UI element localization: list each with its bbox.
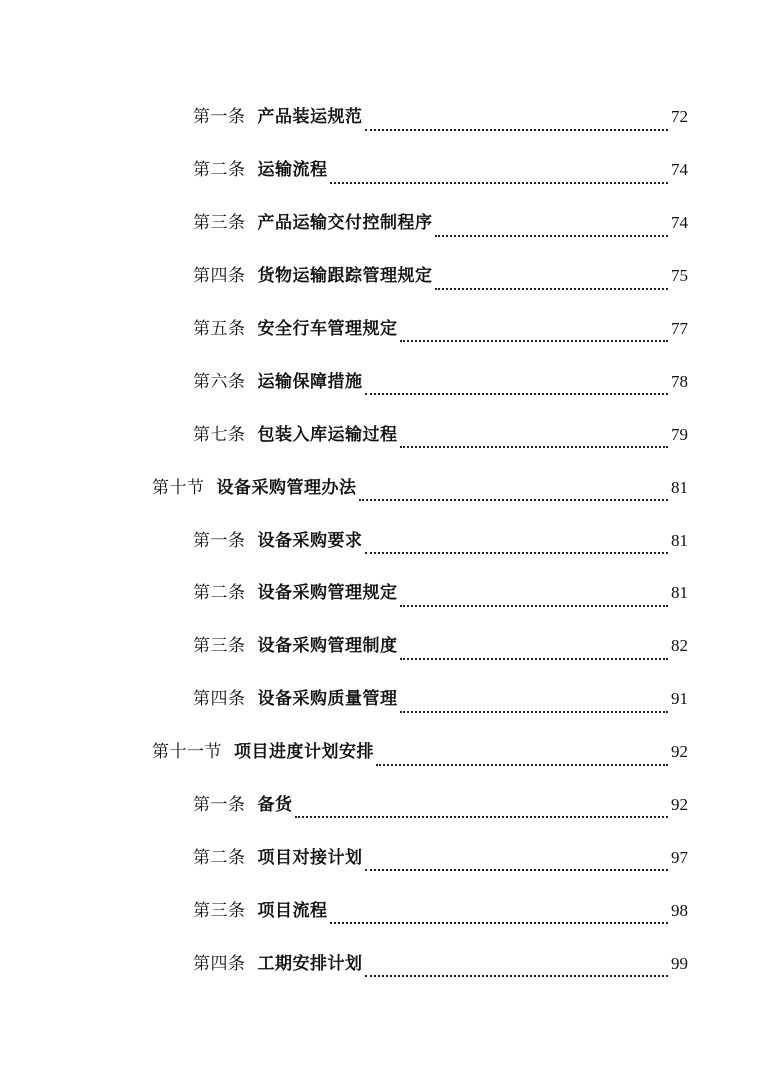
toc-entry-title: 包装入库运输过程 (257, 424, 398, 445)
dot-leader (435, 234, 669, 237)
dot-leader (376, 763, 668, 766)
toc-page-number: 82 (671, 636, 688, 656)
toc-page-number: 81 (671, 477, 688, 497)
toc-page-number: 81 (671, 583, 688, 603)
toc-article-entry[interactable] (0, 937, 761, 990)
toc-entry-number: 第六条 (193, 371, 246, 392)
toc-section-entry[interactable] (0, 726, 761, 779)
toc-entry-title: 工期安排计划 (257, 953, 363, 974)
toc-entry-title: 货物运输跟踪管理规定 (257, 266, 433, 287)
dot-leader (365, 128, 669, 131)
toc-entry-number: 第四条 (193, 689, 246, 710)
toc-page-number: 79 (671, 424, 688, 444)
toc-entry-title: 备货 (257, 795, 293, 816)
toc-entry-title: 项目流程 (257, 900, 328, 921)
toc-entry-title: 设备采购质量管理 (257, 689, 398, 710)
toc-page-number: 97 (671, 847, 688, 867)
toc-article-entry[interactable] (0, 620, 761, 673)
toc-entry-number: 第三条 (193, 213, 246, 234)
toc-entry-number: 第五条 (193, 319, 246, 339)
toc-entry-number: 第四条 (193, 953, 246, 974)
toc-entry-number: 第二条 (193, 847, 246, 868)
dot-leader (435, 287, 669, 290)
toc-article-entry[interactable] (0, 355, 761, 408)
toc-page-number: 92 (671, 795, 688, 815)
toc-page-number: 78 (671, 371, 688, 391)
toc-entry-number: 第一条 (193, 530, 246, 551)
toc-page-number: 74 (671, 213, 688, 233)
toc-article-entry[interactable] (0, 884, 761, 937)
toc-entry-title: 项目进度计划安排 (234, 742, 374, 763)
toc-article-entry[interactable] (0, 408, 761, 461)
toc-entry-number: 第十节 (152, 477, 205, 498)
dot-leader (295, 815, 669, 818)
toc-entry-title: 项目对接计划 (257, 847, 363, 868)
toc-page-number: 81 (671, 530, 688, 550)
toc-entry-title: 运输保障措施 (257, 371, 363, 392)
dot-leader (365, 551, 669, 554)
toc-page-number: 75 (671, 266, 688, 286)
toc-page-number: 92 (671, 742, 688, 762)
dot-leader (400, 339, 669, 342)
toc-entry-number: 第三条 (193, 900, 246, 921)
toc-article-entry[interactable] (0, 144, 761, 197)
toc-entry-number: 第四条 (193, 266, 246, 287)
toc-entry-title: 产品运输交付控制程序 (257, 213, 433, 234)
toc-article-entry[interactable] (0, 567, 761, 620)
toc-entry-title: 安全行车管理规定 (257, 319, 398, 339)
toc-page-number: 98 (671, 900, 688, 920)
toc-entry-title: 产品装运规范 (257, 107, 363, 128)
dot-leader (330, 921, 669, 924)
table-of-contents (0, 91, 761, 990)
toc-page-number: 91 (671, 689, 688, 709)
toc-page-number: 72 (671, 107, 688, 127)
toc-article-entry[interactable] (0, 673, 761, 726)
dot-leader (400, 657, 669, 660)
toc-article-entry[interactable] (0, 303, 761, 356)
toc-article-entry[interactable] (0, 779, 761, 832)
toc-article-entry[interactable] (0, 514, 761, 567)
toc-entry-number: 第一条 (193, 107, 246, 128)
toc-entry-number: 第三条 (193, 636, 246, 657)
dot-leader (400, 710, 669, 713)
dot-leader (359, 498, 669, 501)
toc-entry-title: 设备采购管理办法 (216, 477, 357, 498)
toc-entry-number: 第一条 (193, 795, 246, 816)
toc-article-entry[interactable] (0, 197, 761, 250)
toc-entry-number: 第二条 (193, 160, 246, 181)
toc-entry-title: 设备采购管理规定 (257, 583, 398, 604)
toc-entry-number: 第七条 (193, 424, 246, 445)
toc-page-number: 77 (671, 319, 688, 338)
toc-entry-number: 第十一节 (152, 742, 222, 763)
dot-leader (365, 974, 669, 977)
toc-article-entry[interactable] (0, 250, 761, 303)
dot-leader (365, 868, 669, 871)
toc-page-number: 74 (671, 160, 688, 180)
toc-entry-title: 设备采购要求 (257, 530, 363, 551)
toc-article-entry[interactable] (0, 91, 761, 144)
toc-entry-number: 第二条 (193, 583, 246, 604)
toc-page-number: 99 (671, 953, 688, 973)
toc-section-entry[interactable] (0, 461, 761, 514)
dot-leader (400, 445, 669, 448)
toc-entry-title: 运输流程 (257, 160, 328, 181)
toc-article-entry[interactable] (0, 831, 761, 884)
toc-entry-title: 设备采购管理制度 (257, 636, 398, 657)
dot-leader (365, 392, 669, 395)
dot-leader (400, 604, 669, 607)
dot-leader (330, 181, 669, 184)
